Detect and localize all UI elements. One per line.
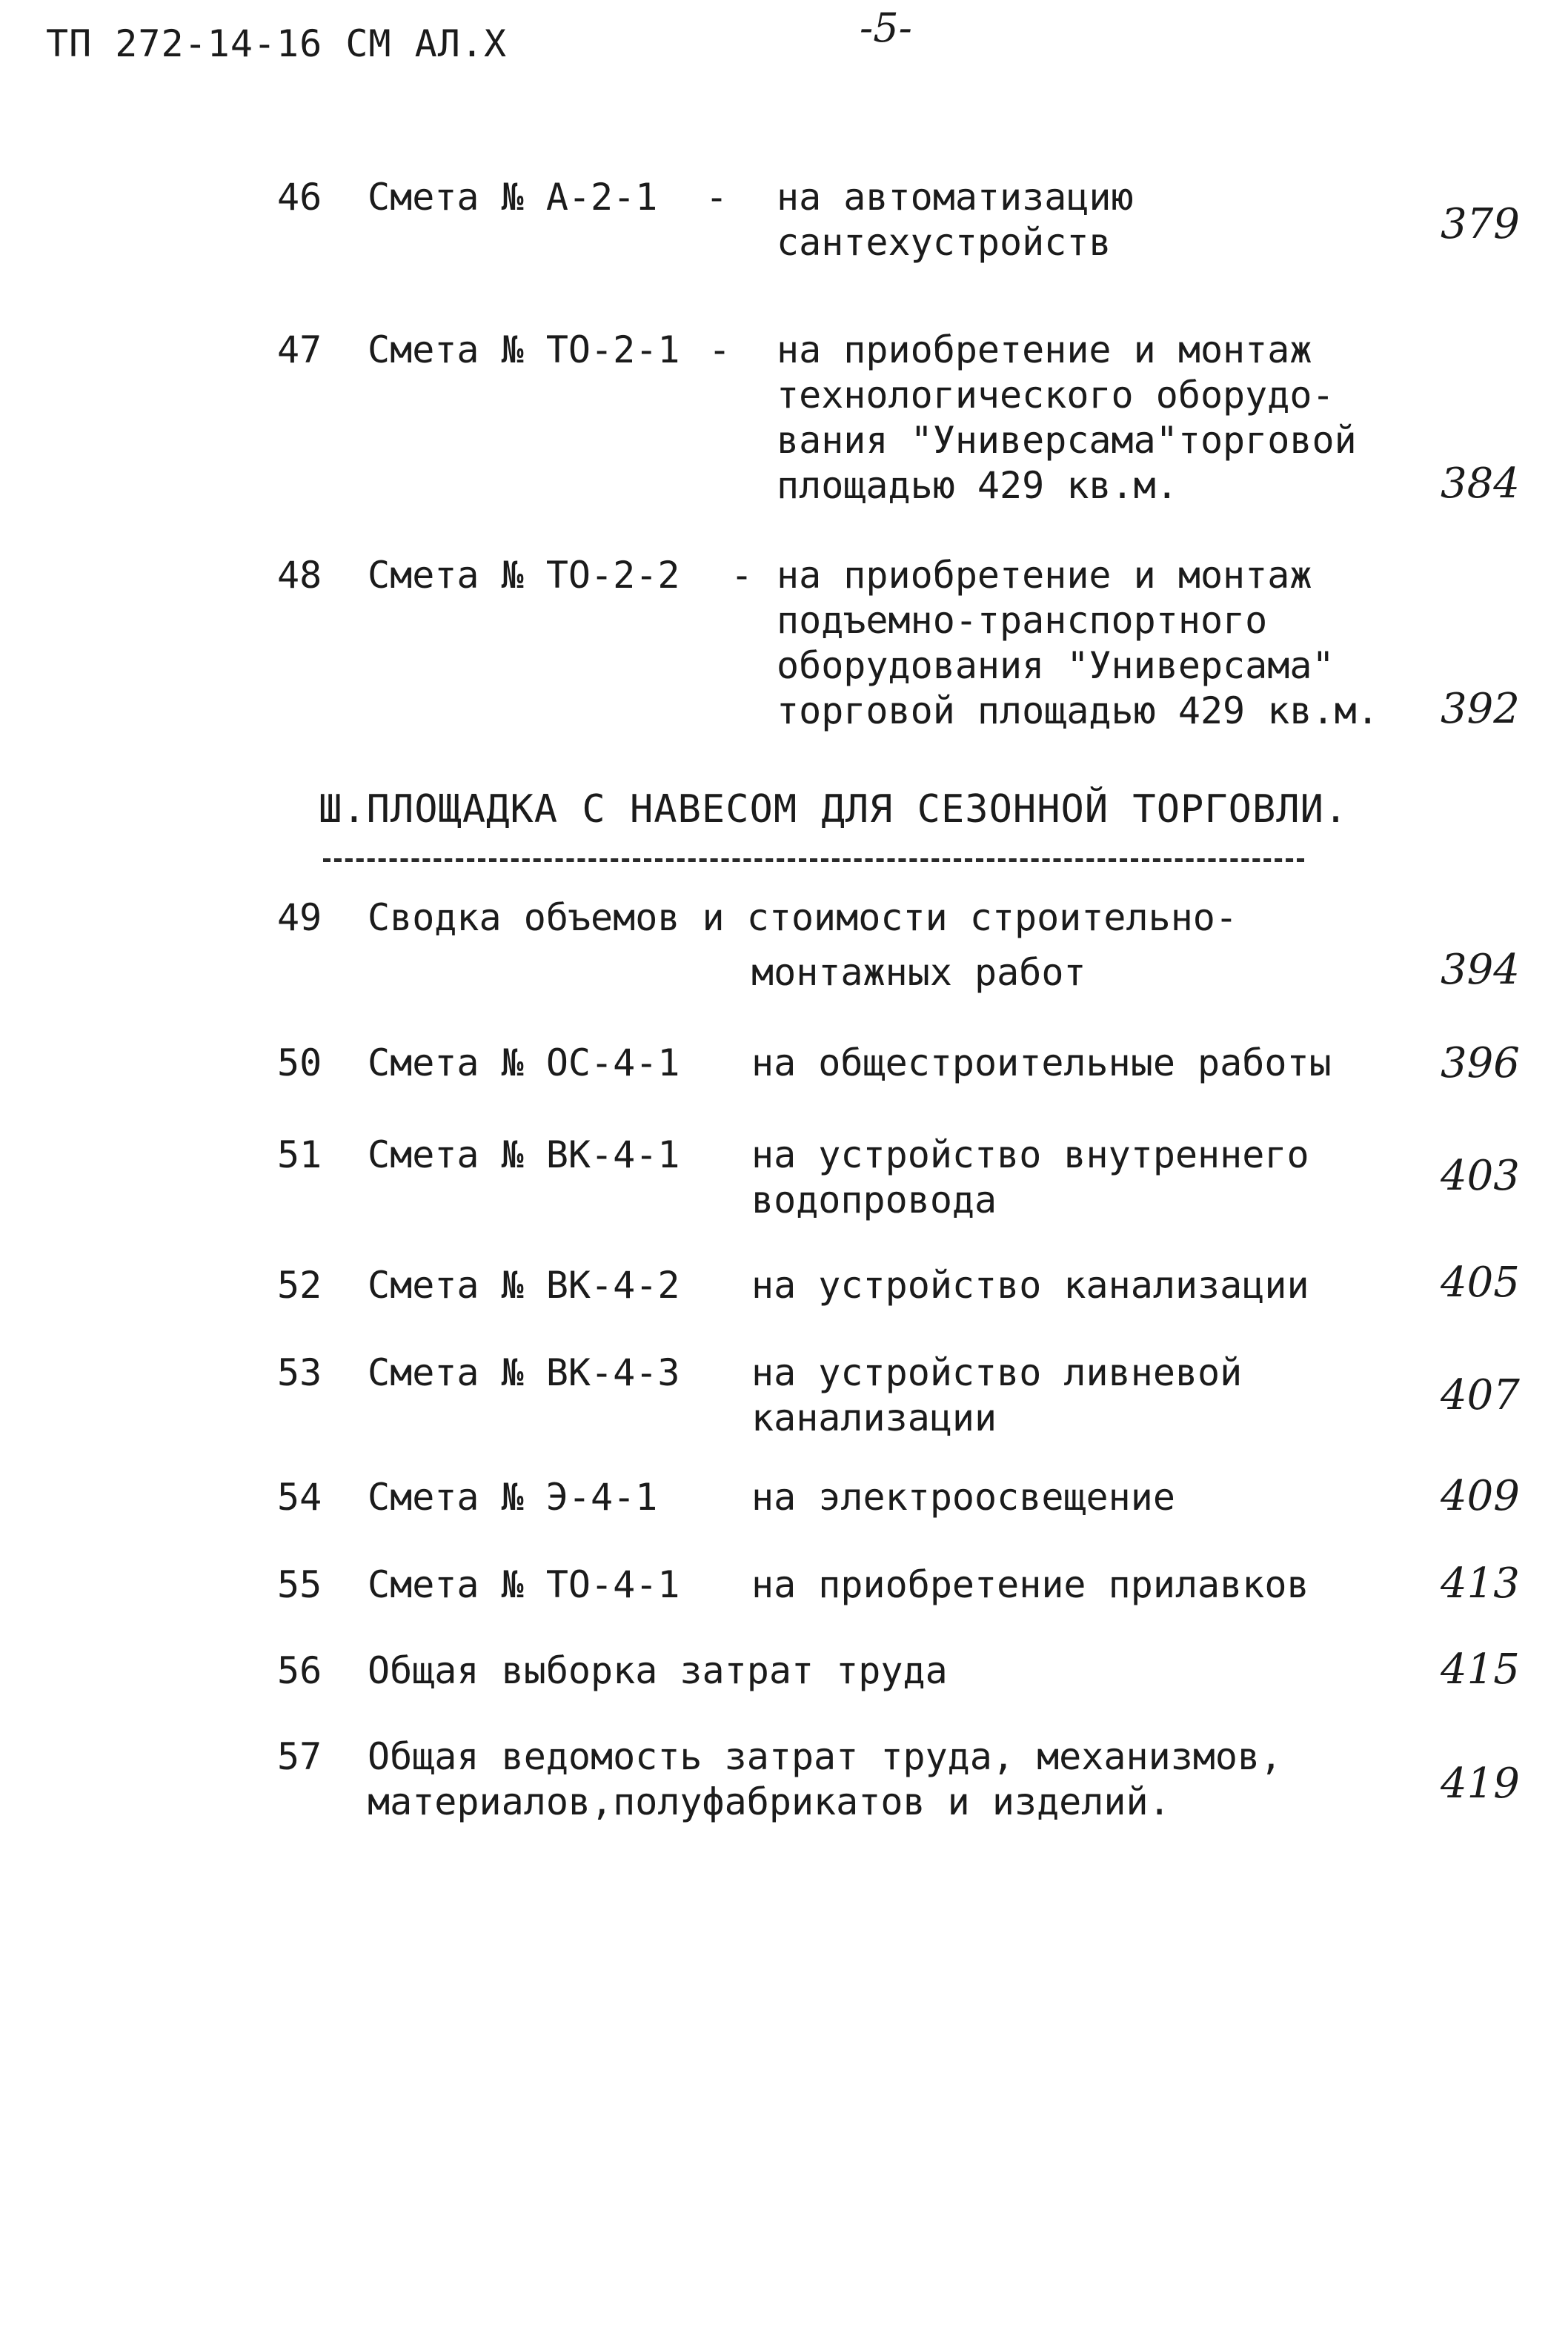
entry-description: на устройство внутреннего водопровода xyxy=(751,1133,1309,1221)
entry-page: 409 xyxy=(1441,1472,1520,1520)
entry-page: 384 xyxy=(1441,460,1520,508)
entry-page: 396 xyxy=(1441,1039,1520,1087)
entry-description: на устройство канализации xyxy=(751,1264,1309,1307)
entry-code: Смета № ТО-2-1 xyxy=(368,328,680,371)
entry-title: Общая выборка затрат труда xyxy=(368,1649,948,1692)
entry-code: Смета № ТО-4-1 xyxy=(368,1563,680,1606)
entry-description: на приобретение и монтаж подъемно-транспортного оборудования "Универсама" торговой площадью 429 кв.м. xyxy=(777,554,1379,732)
entry-description: на автоматизацию сантехустройств xyxy=(777,176,1134,264)
entry-page: 405 xyxy=(1441,1259,1520,1307)
entry-page: 419 xyxy=(1441,1760,1520,1808)
entry-description: на приобретение и монтаж технологического оборудо- вания "Универсама"торговой площадью 429 кв.м. xyxy=(777,328,1357,507)
entry-number: 55 xyxy=(277,1563,322,1606)
entry-number: 50 xyxy=(277,1041,322,1084)
entry-page: 407 xyxy=(1441,1371,1520,1419)
entry-code: Смета № ТО-2-2 xyxy=(368,554,680,597)
entry-code: Смета № Э-4-1 xyxy=(368,1476,658,1519)
entry-number: 53 xyxy=(277,1351,322,1394)
entry-number: 51 xyxy=(277,1133,322,1176)
entry-page: 379 xyxy=(1441,200,1520,248)
entry-number: 47 xyxy=(277,328,322,371)
entry-description: на общестроительные работы xyxy=(751,1041,1332,1084)
entry-description: на приобретение прилавков xyxy=(751,1563,1309,1606)
entry-description: на электроосвещение xyxy=(751,1476,1175,1519)
section-underline xyxy=(323,858,1304,862)
entry-page: 394 xyxy=(1441,946,1520,994)
entry-code: Смета № А-2-1 xyxy=(368,176,658,219)
entry-number: 46 xyxy=(277,176,322,219)
section-heading: Ш.ПЛОЩАДКА С НАВЕСОМ ДЛЯ СЕЗОННОЙ ТОРГОВЛИ. xyxy=(319,787,1349,832)
entry-number: 54 xyxy=(277,1476,322,1519)
entry-number: 49 xyxy=(277,896,322,939)
entry-page: 392 xyxy=(1441,685,1520,733)
entry-page: 415 xyxy=(1441,1645,1520,1694)
page-number: -5- xyxy=(860,4,912,51)
document-code: ТП 272-14-16 СМ АЛ.Х xyxy=(46,22,508,65)
entry-page: 413 xyxy=(1441,1559,1520,1608)
entry-code: Смета № ВК-4-1 xyxy=(368,1133,680,1176)
entry-number: 57 xyxy=(277,1735,322,1778)
entry-title: Сводка объемов и стоимости строительно- xyxy=(368,896,1238,939)
entry-description: монтажных работ xyxy=(751,951,1086,994)
entry-number: 56 xyxy=(277,1649,322,1692)
entry-number: 52 xyxy=(277,1264,322,1307)
entry-dash: - xyxy=(708,328,731,371)
entry-code: Смета № ВК-4-2 xyxy=(368,1264,680,1307)
entry-code: Смета № ОС-4-1 xyxy=(368,1041,680,1084)
entry-number: 48 xyxy=(277,554,322,597)
entry-dash: - xyxy=(705,176,728,219)
entry-code: Смета № ВК-4-3 xyxy=(368,1351,680,1394)
entry-title: Общая ведомость затрат труда, механизмов, материалов,полуфабрикатов и изделий. xyxy=(368,1735,1283,1823)
entry-dash: - xyxy=(731,554,754,597)
entry-page: 403 xyxy=(1441,1152,1520,1200)
entry-description: на устройство ливневой канализации xyxy=(751,1351,1243,1439)
